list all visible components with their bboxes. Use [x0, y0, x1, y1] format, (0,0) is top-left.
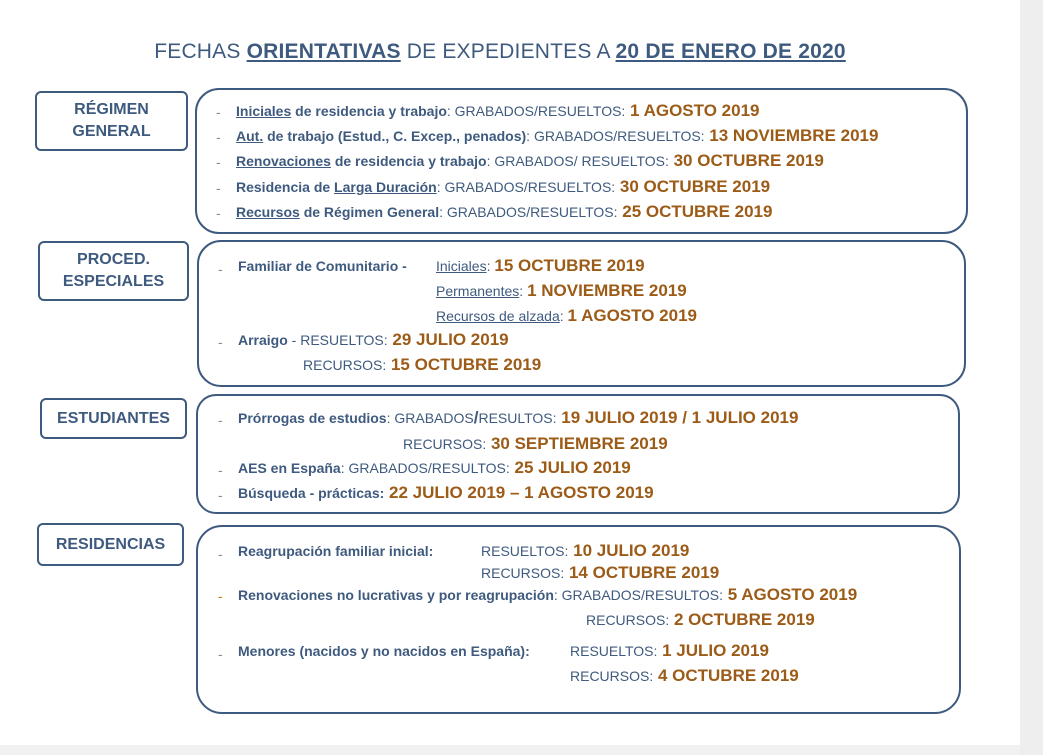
list-dash: -	[216, 154, 221, 170]
list-dash: -	[218, 412, 223, 428]
renovaciones-line: Renovaciones no lucrativas y por reagrupación: GRABADOS/RESULTOS: 5 AGOSTO 2019	[238, 585, 858, 604]
section-label-residencias: RESIDENCIAS	[37, 523, 184, 566]
list-dash: -	[216, 104, 221, 120]
reagrupacion-recursos: RECURSOS: 14 OCTUBRE 2019	[481, 563, 720, 582]
reagrupacion-label: Reagrupación familiar inicial:	[238, 543, 434, 559]
section-label-regimen-general: RÉGIMEN GENERAL	[35, 91, 188, 151]
familiar-recursos-alzada: Recursos de alzada: 1 AGOSTO 2019	[436, 306, 697, 325]
list-item: Aut. de trabajo (Estud., C. Excep., penados): GRABADOS/RESUELTOS: 13 NOVIEMBRE 2019	[236, 126, 879, 145]
list-dash: -	[218, 588, 223, 604]
list-item: Renovaciones de residencia y trabajo: GRABADOS/ RESUELTOS: 30 OCTUBRE 2019	[236, 151, 824, 170]
familiar-permanentes: Permanentes: 1 NOVIEMBRE 2019	[436, 281, 687, 300]
list-dash: -	[216, 180, 221, 196]
familiar-iniciales: Iniciales: 15 OCTUBRE 2019	[436, 256, 645, 275]
section-label-proced-especiales: PROCED. ESPECIALES	[38, 241, 189, 301]
renovaciones-recursos: RECURSOS: 2 OCTUBRE 2019	[586, 610, 815, 629]
list-dash: -	[218, 261, 223, 277]
menores-recursos: RECURSOS: 4 OCTUBRE 2019	[570, 666, 799, 685]
busqueda-line: Búsqueda - prácticas: 22 JULIO 2019 – 1 AGOSTO 2019	[238, 483, 654, 502]
list-dash: -	[218, 334, 223, 350]
list-dash: -	[218, 487, 223, 503]
list-dash: -	[218, 546, 223, 562]
arraigo-recursos: RECURSOS: 15 OCTUBRE 2019	[303, 355, 542, 374]
list-dash: -	[216, 205, 221, 221]
aes-line: AES en España: GRABADOS/RESULTOS: 25 JULIO 2019	[238, 458, 631, 477]
list-item: Iniciales de residencia y trabajo: GRABADOS/RESUELTOS: 1 AGOSTO 2019	[236, 101, 760, 120]
list-dash: -	[216, 129, 221, 145]
section-label-estudiantes: ESTUDIANTES	[40, 398, 187, 439]
reagrupacion-resueltos: RESUELTOS: 10 JULIO 2019	[481, 541, 690, 560]
prorrogas-recursos: RECURSOS: 30 SEPTIEMBRE 2019	[403, 434, 668, 453]
prorrogas-line: Prórrogas de estudios: GRABADOS/RESULTOS: 19 JULIO 2019 / 1 JULIO 2019	[238, 408, 799, 427]
familiar-comunitario-label: Familiar de Comunitario -	[238, 258, 407, 274]
page-title: FECHAS ORIENTATIVAS DE EXPEDIENTES A 20 DE ENERO DE 2020	[154, 40, 846, 63]
list-dash: -	[218, 462, 223, 478]
menores-label: Menores (nacidos y no nacidos en España):	[238, 643, 530, 659]
page-edge	[1020, 0, 1043, 755]
arraigo-line: Arraigo - RESUELTOS: 29 JULIO 2019	[238, 330, 509, 349]
menores-resueltos: RESUELTOS: 1 JULIO 2019	[570, 641, 769, 660]
list-item: Residencia de Larga Duración: GRABADOS/RESUELTOS: 30 OCTUBRE 2019	[236, 177, 771, 196]
list-item: Recursos de Régimen General: GRABADOS/RESUELTOS: 25 OCTUBRE 2019	[236, 202, 773, 221]
list-dash: -	[218, 646, 223, 662]
